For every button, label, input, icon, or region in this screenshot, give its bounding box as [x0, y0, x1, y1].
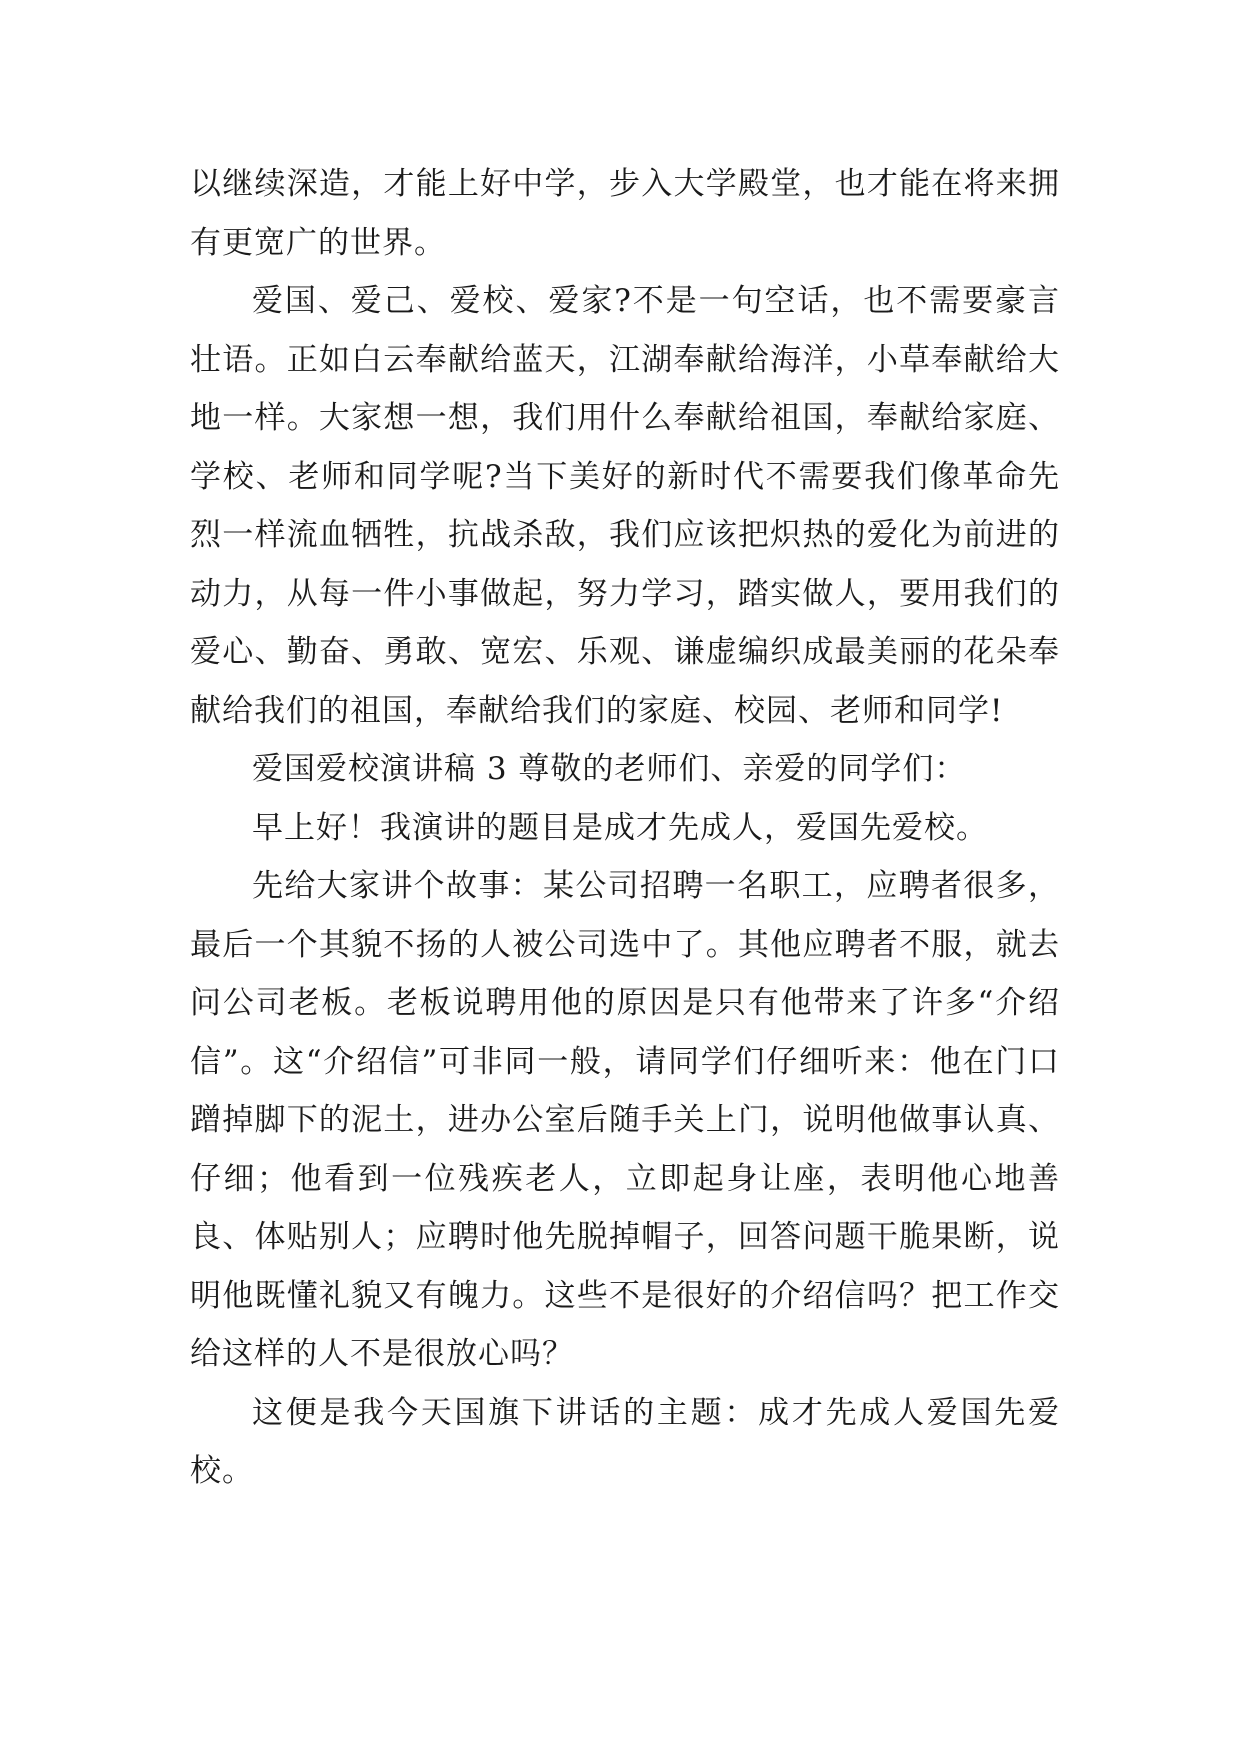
- paragraph-2: 爱国、爱己、爱校、爱家?不是一句空话，也不需要豪言壮语。正如白云奉献给蓝天，江湖奉献给海洋，小草奉献给大地一样。大家想一想，我们用什么奉献给祖国，奉献给家庭、学校、老师和同学呢?当下美好的新时代不需要我们像革命先烈一样流血牺牲，抗战杀敌，我们应该把炽热的爱化为前进的动力，从每一件小事做起，努力学习，踏实做人，要用我们的爱心、勤奋、勇敢、宽宏、乐观、谦虚编织成最美丽的花朵奉献给我们的祖国，奉献给我们的家庭、校园、老师和同学!: [190, 283, 1060, 729]
- paragraph-6-theme: 这便是我今天国旗下讲话的主题：成才先成人爱国先爱校。: [190, 1394, 1060, 1489]
- paragraph-5-story: 先给大家讲个故事：某公司招聘一名职工，应聘者很多，最后一个其貌不扬的人被公司选中了。其他应聘者不服，就去问公司老板。老板说聘用他的原因是只有他带来了许多“介绍信”。这“介绍信”可非同一般，请同学们仔细听来：他在门口蹭掉脚下的泥土，进办公室后随手关上门，说明他做事认真、仔细；他看到一位残疾老人，立即起身让座，表明他心地善良、体贴别人；应聘时他先脱掉帽子，回答问题干脆果断，说明他既懂礼貌又有魄力。这些不是很好的介绍信吗？把工作交给这样的人不是很放心吗？: [190, 868, 1060, 1372]
- document-body: [190, 155, 1060, 1501]
- paragraph-4-greeting: 早上好！我演讲的题目是成才先成人，爱国先爱校。: [252, 809, 988, 846]
- paragraph-1: 以继续深造，才能上好中学，步入大学殿堂，也才能在将来拥有更宽广的世界。: [190, 166, 1060, 261]
- paragraph-3-speech-heading: 爱国爱校演讲稿 3 尊敬的老师们、亲爱的同学们：: [252, 751, 967, 787]
